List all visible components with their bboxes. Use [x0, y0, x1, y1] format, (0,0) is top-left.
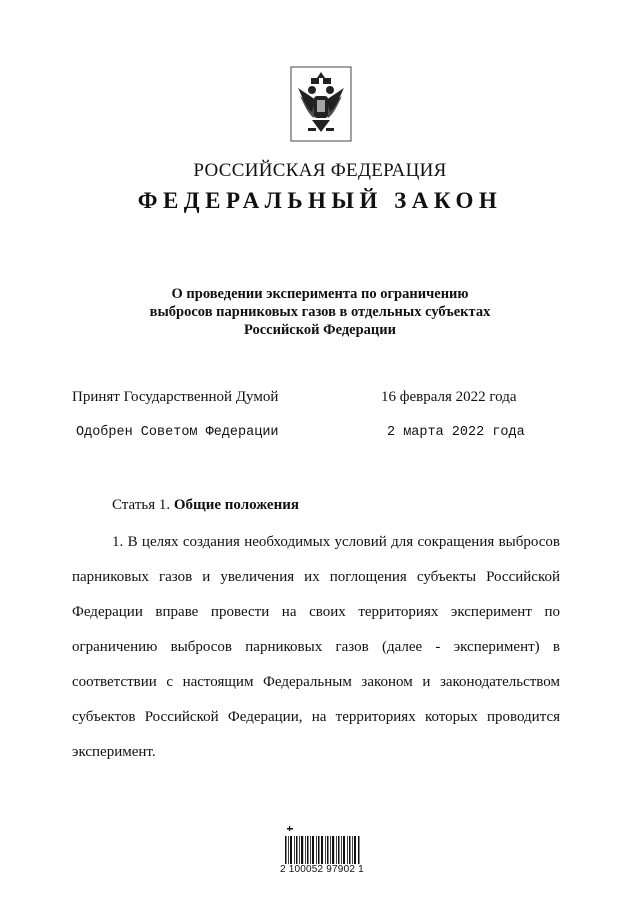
- law-type-heading: ФЕДЕРАЛЬНЫЙ ЗАКОН: [137, 188, 503, 213]
- duma-adoption-label: Принят Государственной Думой: [72, 389, 279, 405]
- law-title-line: Российской Федерации: [243, 322, 396, 338]
- council-approval-label: Одобрен Советом Федерации: [76, 425, 279, 440]
- law-title: [120, 285, 520, 339]
- law-title-line: выбросов парниковых газов в отдельных субъектах: [149, 304, 491, 320]
- article-heading: [112, 497, 299, 514]
- article-paragraph: 1. В целях создания необходимых условий для сокращения выбросов парниковых газов и увеличения их поглощения субъекты Российской Федерации вправе провести на своих территориях эксперимент по ограничению выбросов парниковых газов (далее - эксперимент) в соответствии с настоящим Федеральным законом и законодательством субъектов Российской Федерации, на территориях которых проводится эксперимент.: [72, 534, 560, 760]
- coat-of-arms-emblem: [290, 66, 352, 142]
- article-title: Общие положения: [173, 497, 299, 513]
- article-number: Статья 1.: [112, 497, 171, 513]
- law-title-line: О проведении эксперимента по ограничению: [171, 286, 469, 302]
- duma-adoption-date: 16 февраля 2022 года: [381, 389, 517, 405]
- council-approval-date: 2 марта 2022 года: [387, 425, 525, 440]
- barcode-number: 2 100052 97902 1: [280, 864, 364, 875]
- country-name: РОССИЙСКАЯ ФЕДЕРАЦИЯ: [193, 160, 447, 181]
